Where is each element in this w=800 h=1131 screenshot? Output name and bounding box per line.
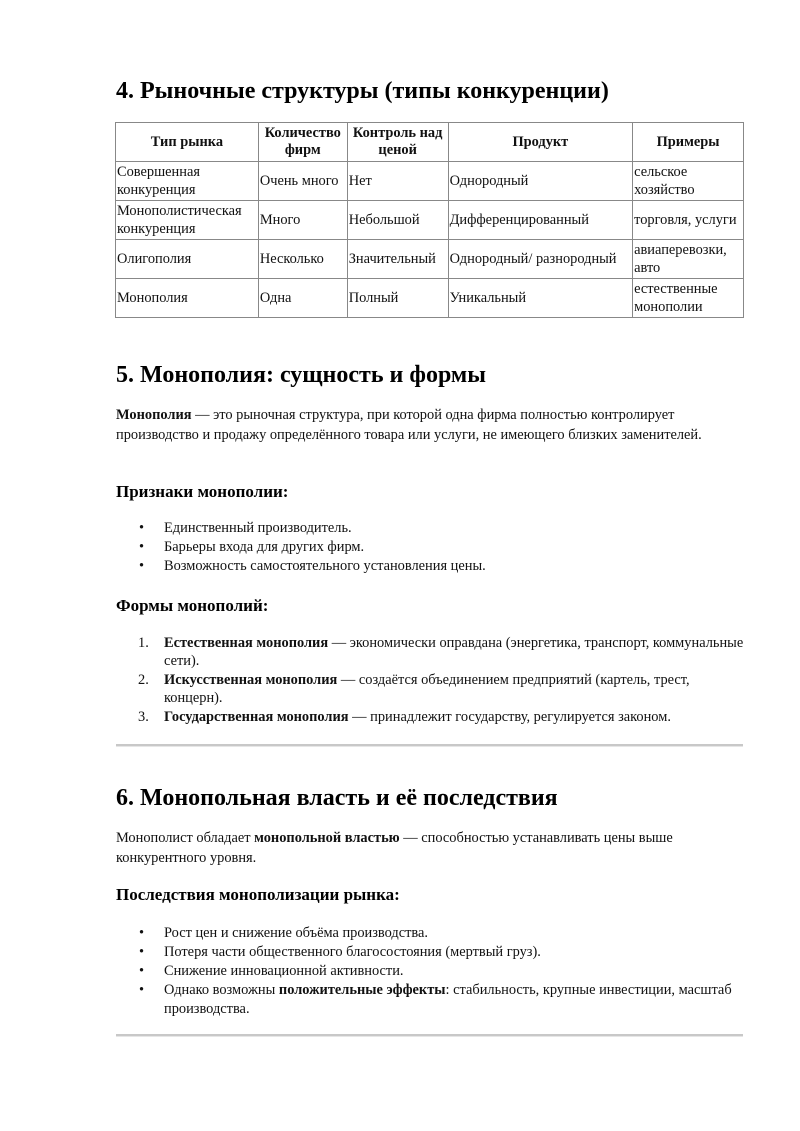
last-item-after: : стабильность, крупные инвестиции, масштаб производства. (164, 982, 732, 1017)
table-cell: Однородный (448, 162, 633, 201)
table-header-row (116, 123, 744, 162)
table-cell: Небольшой (347, 201, 448, 240)
horizontal-divider (116, 744, 743, 747)
form-term: Искусственная монополия (164, 672, 338, 688)
list-item (116, 981, 746, 1019)
list-item: • Барьеры входа для других фирм. (116, 538, 746, 557)
table-cell: естественные монополии (633, 279, 744, 318)
section-5-title: 5. Монополия: сущность и формы (116, 362, 487, 388)
intro-after: — способностью устанавливать цены выше конкурентного уровня. (116, 830, 673, 866)
table-cell: Много (258, 201, 347, 240)
table-cell: торговля, услуги (633, 201, 744, 240)
forms-heading: Формы монополий: (116, 596, 269, 615)
table-cell: Полный (347, 279, 448, 318)
table-cell: сельское хозяйство (633, 162, 744, 201)
table-cell: Дифференцированный (448, 201, 633, 240)
table-header: Тип рынка (116, 123, 259, 162)
list-item (116, 634, 746, 670)
form-term: Государственная монополия (164, 709, 349, 725)
list-item (116, 708, 746, 726)
list-item: • Единственный производитель. (116, 519, 746, 538)
table-cell: Значительный (347, 240, 448, 279)
table-cell: Нет (347, 162, 448, 201)
table-cell: Совершенная конкуренция (116, 162, 259, 201)
form-term: Естественная монополия (164, 635, 329, 651)
table-cell: Однородный/ разнородный (448, 240, 633, 279)
table-cell: Очень много (258, 162, 347, 201)
table-cell: Одна (258, 279, 347, 318)
signs-list (116, 519, 746, 576)
table-header: Количество фирм (258, 123, 347, 162)
section-4-title: 4. Рыночные структуры (типы конкуренции) (116, 78, 609, 104)
market-structures-table (115, 122, 744, 318)
last-item-before: Однако возможны (164, 982, 279, 998)
definition-text: — это рыночная структура, при которой одна фирма полностью контролирует производство и продажу определённого товара или услуги, не имеющего близких заменителей. (116, 407, 702, 443)
table-cell: авиаперевозки, авто (633, 240, 744, 279)
table-cell: Олигополия (116, 240, 259, 279)
list-item: • Рост цен и снижение объёма производства. (116, 924, 746, 943)
table-row (116, 162, 744, 201)
consequences-heading: Последствия монополизации рынка: (116, 885, 400, 904)
list-item: • Возможность самостоятельного установления цены. (116, 557, 746, 576)
form-text: — принадлежит государству, регулируется законом. (348, 709, 671, 725)
monopoly-power-intro (116, 828, 746, 868)
monopoly-definition (116, 405, 746, 445)
table-row (116, 279, 744, 318)
table-header: Примеры (633, 123, 744, 162)
form-text: — создаётся объединением предприятий (картель, трест, концерн). (164, 672, 690, 706)
section-6-title: 6. Монопольная власть и её последствия (116, 785, 558, 811)
table-cell: Несколько (258, 240, 347, 279)
intro-term: монопольной властью (254, 830, 400, 846)
item-number: 1. (138, 635, 149, 651)
table-cell: Монополистическая конкуренция (116, 201, 259, 240)
item-number: 2. (138, 672, 149, 688)
item-number: 3. (138, 709, 149, 725)
forms-list (116, 634, 746, 727)
table-row (116, 201, 744, 240)
list-item: • Потеря части общественного благосостояния (мертвый груз). (116, 943, 746, 962)
table-row (116, 240, 744, 279)
last-item-term: положительные эффекты (278, 982, 446, 998)
signs-heading: Признаки монополии: (116, 482, 289, 501)
horizontal-divider (116, 1034, 743, 1037)
form-text: — экономически оправдана (энергетика, транспорт, коммунальные сети). (164, 635, 744, 669)
list-item (116, 671, 746, 707)
definition-term: Монополия (116, 407, 192, 423)
list-item: • Снижение инновационной активности. (116, 962, 746, 981)
consequences-list (116, 924, 746, 1019)
table-cell: Монополия (116, 279, 259, 318)
table-header: Контроль над ценой (347, 123, 448, 162)
intro-before: Монополист обладает (116, 830, 255, 846)
table-cell: Уникальный (448, 279, 633, 318)
table-header: Продукт (448, 123, 633, 162)
